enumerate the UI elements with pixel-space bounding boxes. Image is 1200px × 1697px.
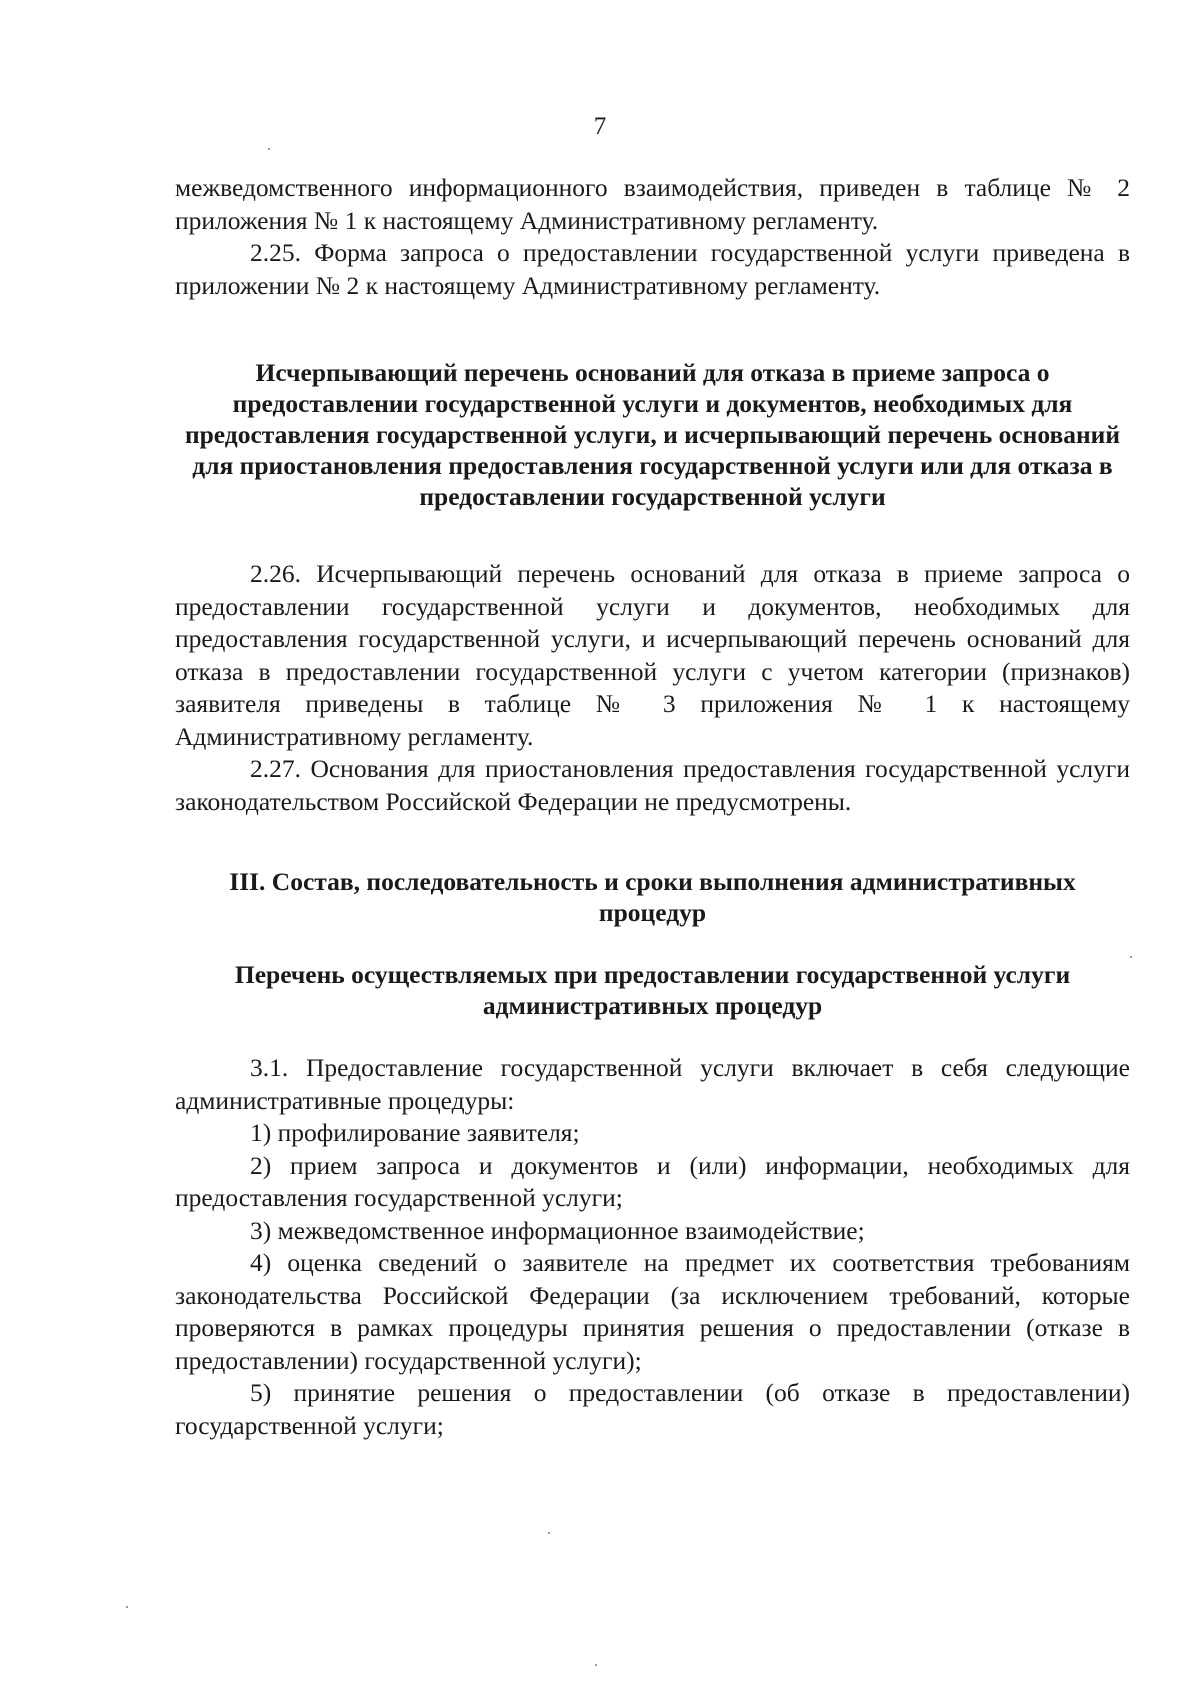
document-body bbox=[175, 172, 1130, 1442]
list-item-4: 4) оценка сведений о заявителе на предмет их соответствия требованиям законодательства Российской Федерации (за исключением требований, которые проверяются в рамках процедуры принятия решения о предоставлении (отказе в предоставлении) государственной услуги); bbox=[175, 1248, 1130, 1375]
scan-speck bbox=[126, 1606, 128, 1608]
paragraph-2-26: 2.26. Исчерпывающий перечень оснований для отказа в приеме запроса о предоставлении государственной услуги и документов, необходимых для предоставления государственной услуги, и исчерпывающий перечень оснований для отказа в предоставлении государственной услуги с учетом категории (признаков) заявителя приведены в таблице № 3 приложения № 1 к настоящему Административному регламенту. bbox=[175, 559, 1130, 751]
section-heading-refusal-grounds: Исчерпывающий перечень оснований для отказа в приеме запроса о предоставлении государственной услуги и документов, необходимых для предоставления государственной услуги, и исчерпывающий перечень оснований для приостановления предоставления государственной услуги или для отказа в предоставлении государственной услуги bbox=[184, 358, 1121, 511]
paragraph-2-27: 2.27. Основания для приостановления предоставления государственной услуги законодательством Российской Федерации не предусмотрены. bbox=[175, 754, 1130, 816]
page-number: 7 bbox=[593, 113, 607, 140]
list-item-1: 1) профилирование заявителя; bbox=[250, 1118, 580, 1147]
scan-speck bbox=[1130, 956, 1132, 958]
subsection-heading-procedures: Перечень осуществляемых при предоставлении государственной услуги административных процедур bbox=[234, 960, 1071, 1020]
scan-speck bbox=[268, 148, 270, 150]
paragraph-continuation: межведомственного информационного взаимодействия, приведен в таблице № 2 приложения № 1 к настоящему Административному регламенту. bbox=[175, 173, 1130, 235]
list-item-5: 5) принятие решения о предоставлении (об отказе в предоставлении) государственной услуги; bbox=[175, 1378, 1130, 1440]
list-item-3: 3) межведомственное информационное взаимодействие; bbox=[250, 1215, 865, 1245]
paragraph-2-25: 2.25. Форма запроса о предоставлении государственной услуги приведена в приложении № 2 к настоящему Административному регламенту. bbox=[175, 238, 1130, 300]
list-item-2: 2) прием запроса и документов и (или) информации, необходимых для предоставления государственной услуги; bbox=[175, 1150, 1130, 1212]
scan-speck bbox=[548, 1532, 550, 1534]
section-heading-iii: III. Состав, последовательность и сроки выполнения административных процедур bbox=[229, 867, 1076, 927]
paragraph-3-1: 3.1. Предоставление государственной услуги включает в себя следующие административные процедуры: bbox=[175, 1053, 1130, 1115]
scan-speck bbox=[595, 1664, 597, 1666]
